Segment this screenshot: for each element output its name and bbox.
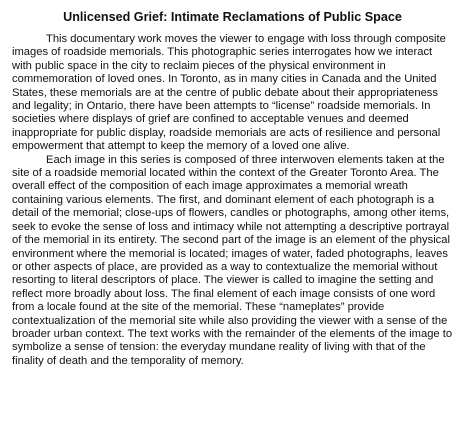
paragraph-composition: Each image in this series is composed of three interwoven elements taken at the site of a roadside memorial located within the context of the Greater Toronto Area. The overall effect of the composition of each image approximates a memorial wreath containing various elements. The first, and dominant element of each photograph is a detail of the memorial; close-ups of flowers, candles or photographs, among other items, seek to evoke the sense of loss and intimacy while not attempting a descriptive portrayal of the memorial in its entirety. The second part of the image is an element of the physical environment where the memorial is located; images of water, faded photographs, leaves or other aspects of place, are provided as a way to contextualize the memorial without resorting to literal descriptors of place. The viewer is called to imagine the setting and reflect more broadly about loss. The final element of each image consists of one word from a locale found at the site of the memorial. These “nameplates” provide contextualization of the memorial site while also providing the viewer with a sense of the broader urban context. The text works with the remainder of the elements of the image to symbolize a sense of tension: the everyday mundane reality of living with that of the finality of death and the temporality of memory.: [12, 153, 453, 367]
paragraph-introduction: This documentary work moves the viewer to engage with loss through composite images of roadside memorials. This photographic series interrogates how we interact with public space in the city to reclaim pieces of the physical environment in commemoration of loved ones. In Toronto, as in many cities in Canada and the United States, these memorials are at the centre of public debate about their appropriateness and legality; in Ontario, there have been attempts to “license” roadside memorials. In societies where displays of grief are confined to acceptable venues and deemed inappropriate for public display, roadside memorials are acts of resilience and personal empowerment that attempt to keep the memory of a loved one alive.: [12, 33, 446, 153]
document-title: Unlicensed Grief: Intimate Reclamations of Public Space: [63, 10, 402, 24]
